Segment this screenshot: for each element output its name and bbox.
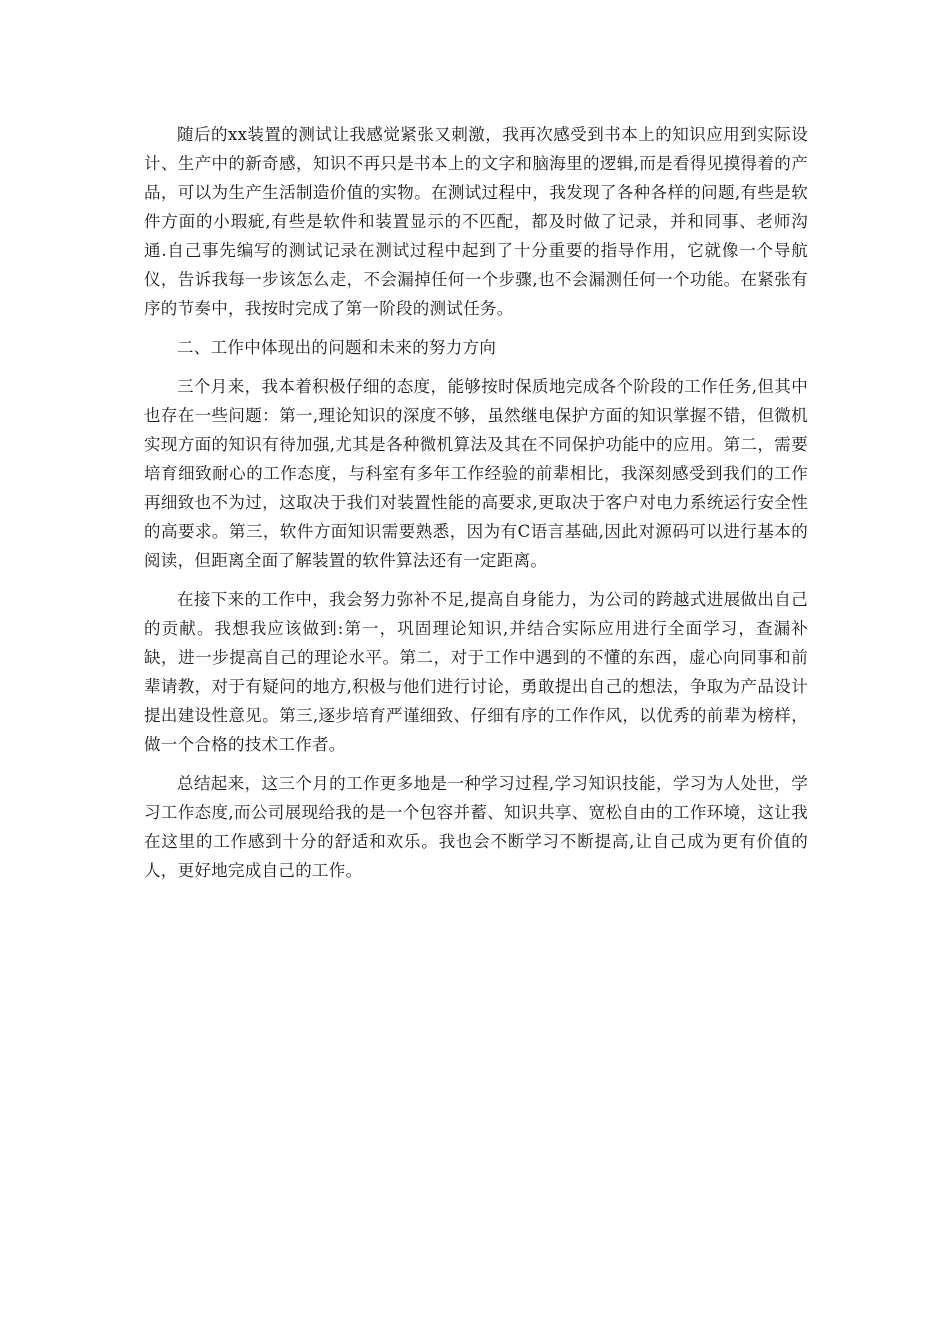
paragraph-future-efforts: 在接下来的工作中，我会努力弥补不足,提高自身能力，为公司的跨越式进展做出自己的贡献。我想我应该做到:第一，巩固理论知识,并结合实际应用进行全面学习，查漏补缺，进一步提高自己的理论水平。第二，对于工作中遇到的不懂的东西，虚心向同事和前辈请教，对于有疑问的地方,积极与他们进行讨论，勇敢提出自己的想法，争取为产品设计提出建设性意见。第三,逐步培育严谨细致、仔细有序的工作作风，以优秀的前辈为榜样，做一个合格的技术工作者。 [144, 590, 808, 754]
paragraph-summary: 总结起来，这三个月的工作更多地是一种学习过程,学习知识技能，学习为人处世，学习工作态度,而公司展现给我的是一个包容并蓄、知识共享、宽松自由的工作环境，这让我在这里的工作感到十分的舒适和欢乐。我也会不断学习不断提高,让自己成为更有价值的人，更好地完成自己的工作。 [144, 774, 808, 880]
paragraph-problems: 三个月来，我本着积极仔细的态度，能够按时保质地完成各个阶段的工作任务,但其中也存在一些问题：第一,理论知识的深度不够，虽然继电保护方面的知识掌握不错，但微机实现方面的知识有待加强,尤其是各种微机算法及其在不同保护功能中的应用。第二，需要培育细致耐心的工作态度，与科室有多年工作经验的前辈相比，我深刻感受到我们的工作再细致也不为过，这取决于我们对装置性能的高要求,更取决于客户对电力系统运行安全性的高要求。第三，软件方面知识需要熟悉，因为有C语言基础,因此对源码可以进行基本的阅读，但距离全面了解装置的软件算法还有一定距离。 [144, 377, 808, 570]
section-heading-problems-and-direction: 二、工作中体现出的问题和未来的努力方向 [177, 338, 497, 357]
paragraph-testing-experience: 随后的xx装置的测试让我感觉紧张又刺激，我再次感受到书本上的知识应用到实际设计、生产中的新奇感，知识不再只是书本上的文字和脑海里的逻辑,而是看得见摸得着的产品，可以为生产生活制造价值的实物。在测试过程中，我发现了各种各样的问题,有些是软件方面的小瑕疵,有些是软件和装置显示的不匹配，都及时做了记录，并和同事、老师沟通.自己事先编写的测试记录在测试过程中起到了十分重要的指导作用，它就像一个导航仪，告诉我每一步该怎么走，不会漏掉任何一个步骤,也不会漏测任何一个功能。在紧张有序的节奏中，我按时完成了第一阶段的测试任务。 [144, 125, 808, 318]
document-body [144, 120, 808, 895]
